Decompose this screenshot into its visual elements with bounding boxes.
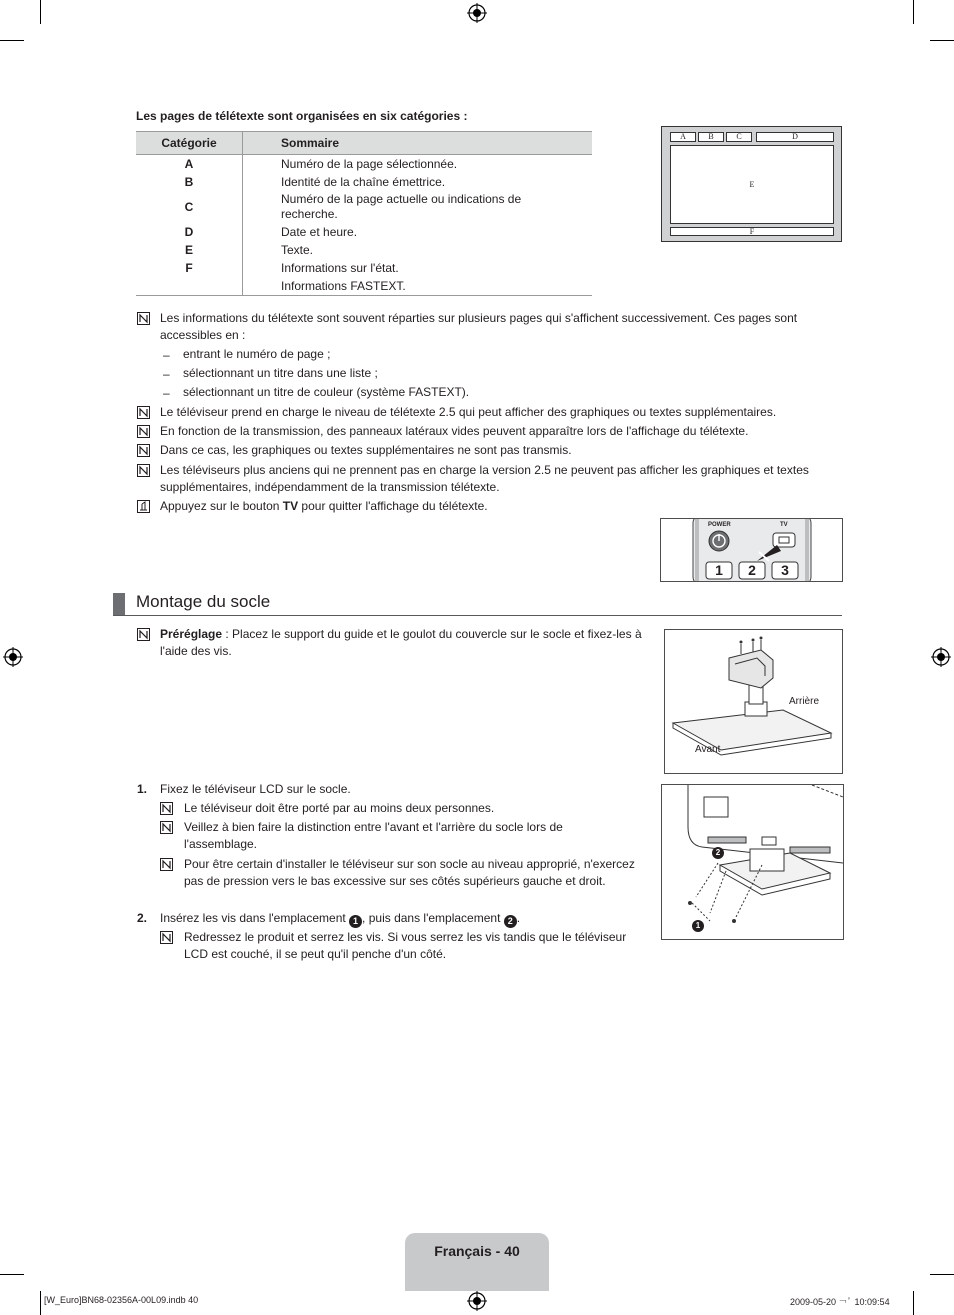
note-icon — [137, 628, 150, 641]
category-cell: E — [136, 241, 243, 259]
table-row — [136, 191, 592, 223]
back-label: Arrière — [789, 696, 820, 707]
dash-bullet: – — [163, 348, 170, 362]
teletext-field-a: A — [670, 132, 696, 142]
step-text: Fixez le téléviseur LCD sur le socle. — [160, 782, 351, 796]
category-cell: C — [136, 191, 243, 223]
circled-1-icon: 1 — [349, 915, 362, 928]
note-text: Le téléviseur prend en charge le niveau de télétexte 2.5 qui peut afficher des graphiques ou textes supplémentaires. — [160, 405, 777, 419]
file-slug: [W_Euro]BN68-02356A-00L09.indb 40 — [44, 1295, 199, 1305]
key-1: 1 — [715, 562, 723, 578]
note-icon — [160, 802, 173, 815]
step-note: Redressez le produit et serrez les vis. Si vous serrez les vis tandis que le téléviseur LCD est couché, il se peut qu'il penche d'un côté. — [184, 930, 627, 961]
registration-mark-icon — [931, 647, 951, 667]
teletext-field-d: D — [756, 132, 834, 142]
note-icon — [137, 444, 150, 457]
category-cell: A — [136, 155, 243, 174]
summary-cell: Numéro de la page actuelle ou indications de recherche. — [281, 192, 522, 221]
step-fragment: Insérez les vis dans l'emplacement — [160, 911, 350, 925]
step-fragment: , puis dans l'emplacement — [362, 911, 504, 925]
marker-2-label: 2 — [715, 848, 721, 857]
stand-illustration — [664, 629, 843, 774]
step-fragment: . — [516, 911, 521, 925]
crop-mark — [40, 1291, 41, 1315]
tv-mounting-illustration — [661, 784, 844, 940]
preset-text: : Placez le support du guide et le goulot du couvercle sur le socle et fixez-les à l'aide des vis. — [160, 627, 642, 658]
note-text: En fonction de la transmission, des panneaux latéraux vides peuvent apparaître lors de l'affichage du télétexte. — [160, 424, 749, 438]
power-label: POWER — [708, 522, 731, 528]
key-2: 2 — [748, 562, 756, 578]
dash-bullet: – — [163, 367, 170, 381]
note-icon — [137, 406, 150, 419]
column-header: Catégorie — [136, 132, 243, 155]
note-icon — [137, 312, 150, 325]
summary-cell: Informations FASTEXT. — [243, 277, 593, 296]
category-cell: B — [136, 173, 243, 191]
category-cell — [136, 277, 243, 296]
circled-2-icon: 2 — [504, 915, 517, 928]
summary-cell: Informations sur l'état. — [281, 260, 399, 275]
preset-label: Préréglage — [160, 627, 223, 641]
teletext-field-f: F — [670, 227, 834, 236]
crop-mark — [930, 1274, 954, 1275]
note-icon — [160, 858, 173, 871]
teletext-field-b: B — [698, 132, 724, 142]
summary-cell: Identité de la chaîne émettrice. — [281, 174, 446, 189]
teletext-layout-diagram — [661, 126, 842, 242]
note-text — [160, 498, 760, 515]
crop-mark — [913, 1291, 914, 1315]
marker-1-label: 1 — [695, 921, 701, 930]
table-row — [136, 277, 592, 296]
note-text: Les informations du télétexte sont souvent réparties sur plusieurs pages qui s'affichent successivement. Ces pages sont accessibles en : — [160, 311, 798, 342]
step-text — [160, 910, 640, 928]
table-row — [136, 173, 592, 191]
table-row — [136, 223, 592, 241]
step-note: Pour être certain d'installer le téléviseur sur son socle au niveau approprié, n'exercez pas de pression vers le bas excessive sur ses côtés supérieurs gauche et droit. — [184, 857, 635, 888]
category-cell: F — [136, 259, 243, 277]
remote-button-icon — [137, 500, 150, 513]
column-header: Sommaire — [243, 132, 593, 155]
category-cell: D — [136, 223, 243, 241]
crop-mark — [0, 40, 24, 41]
page-number-tab — [405, 1233, 549, 1291]
table-row — [136, 155, 592, 174]
table-row — [136, 259, 592, 277]
summary-cell: Texte. — [281, 242, 314, 257]
tv-label: TV — [780, 522, 788, 528]
section-rule — [113, 615, 842, 616]
step-note: Le téléviseur doit être porté par au moins deux personnes. — [184, 801, 495, 815]
dash-item: sélectionnant un titre dans une liste ; — [183, 366, 378, 380]
registration-mark-icon — [467, 1291, 487, 1311]
dash-bullet: – — [163, 386, 170, 400]
step-number: 1. — [137, 782, 148, 796]
summary-cell: Date et heure. — [281, 224, 358, 239]
note-fragment: pour quitter l'affichage du télétexte. — [298, 499, 488, 513]
preset-note — [160, 626, 645, 660]
tv-back-icon — [662, 785, 843, 939]
print-date: 2009-05-20 ￢ﾟ 10:09:54 — [790, 1297, 890, 1307]
section-title: Montage du socle — [136, 592, 271, 611]
step-note: Veillez à bien faire la distinction entre l'avant et l'arrière du socle lors de l'assemblage. — [184, 820, 563, 851]
section-bar — [113, 593, 125, 615]
page-number: Français - 40 — [434, 1243, 520, 1259]
table-intro: Les pages de télétexte sont organisées en six catégories : — [136, 109, 468, 123]
dash-item: entrant le numéro de page ; — [183, 347, 331, 361]
note-icon — [137, 464, 150, 477]
note-text: Dans ce cas, les graphiques ou textes supplémentaires ne sont pas transmis. — [160, 443, 572, 457]
front-label: Avant — [695, 744, 721, 755]
note-text: Les téléviseurs plus anciens qui ne prennent pas en charge la version 2.5 ne peuvent pas afficher les graphiques et textes supplémentaires, indépendamment de la transmission télétexte. — [160, 463, 809, 494]
key-3: 3 — [781, 562, 789, 578]
summary-cell: Numéro de la page sélectionnée. — [281, 156, 458, 171]
crop-mark — [930, 40, 954, 41]
step-number: 2. — [137, 911, 148, 925]
tv-button-label: TV — [282, 499, 299, 513]
note-icon — [160, 931, 173, 944]
teletext-field-e: E — [670, 145, 834, 224]
teletext-field-c: C — [726, 132, 752, 142]
note-icon — [137, 425, 150, 438]
dash-item: sélectionnant un titre de couleur (système FASTEXT). — [183, 385, 470, 399]
table-row — [136, 241, 592, 259]
crop-mark — [913, 0, 914, 24]
registration-mark-icon — [467, 3, 487, 23]
crop-mark — [0, 1274, 24, 1275]
note-fragment: Appuyez sur le bouton — [160, 499, 283, 513]
remote-control-illustration — [660, 518, 843, 582]
category-table — [136, 131, 592, 296]
note-icon — [160, 821, 173, 834]
crop-mark — [40, 0, 41, 24]
registration-mark-icon — [3, 647, 23, 667]
